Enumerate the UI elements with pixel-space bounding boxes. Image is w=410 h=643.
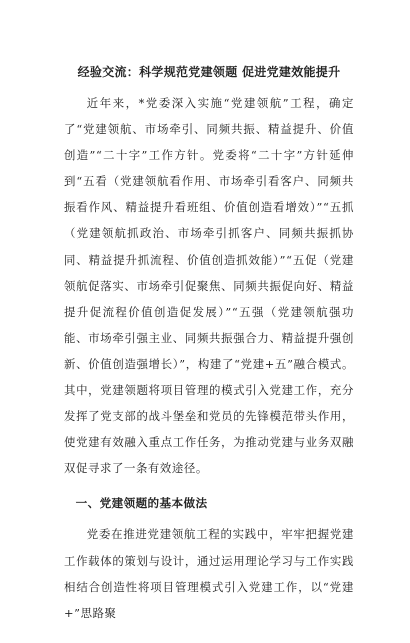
document-page bbox=[0, 63, 410, 643]
section-paragraph: 党委在推进党建领航工程的实践中，牢牢把握党建工作载体的策划与设计，通过运用理论学习与工作实践相结合创造性将项目管理模式引入党建工作，以“党建+”思路聚 bbox=[64, 527, 354, 620]
intro-paragraph: 近年来，*党委深入实施“党建领航”工程，确定了“党建领航、市场牵引、同频共振、精益提升、价值创造”“二十字”工作方针。党委将“二十字”方针延伸到“五看（党建领航看作用、市场牵引看客户、同频共振看作风、精益提升看班组、价值创造看增效）”“五抓（党建领航抓政治、市场牵引抓客户、同频共振抓协同、精益提升抓流程、价值创造抓效能）”“五促（党建领航促落实、市场牵引促聚焦、同频共振促向好、精益提升促流程价值创造促发展）”“五强（党建领航强功能、市场牵引强主业、同频共振强合力、精益提升强创新、价值创造强增长）”，构建了“党建+五”融合模式。其中，党建领题将项目管理的模式引入党建工作，充分发挥了党支部的战斗堡垒和党员的先锋模范带头作用，使党建有效融入重点工作任务，为推动党建与业务双融双促寻求了一条有效途径。 bbox=[64, 96, 354, 476]
document-title: 经验交流：科学规范党建领题 促进党建效能提升 bbox=[77, 65, 341, 79]
section-heading: 一、党建领题的基本做法 bbox=[75, 496, 208, 511]
